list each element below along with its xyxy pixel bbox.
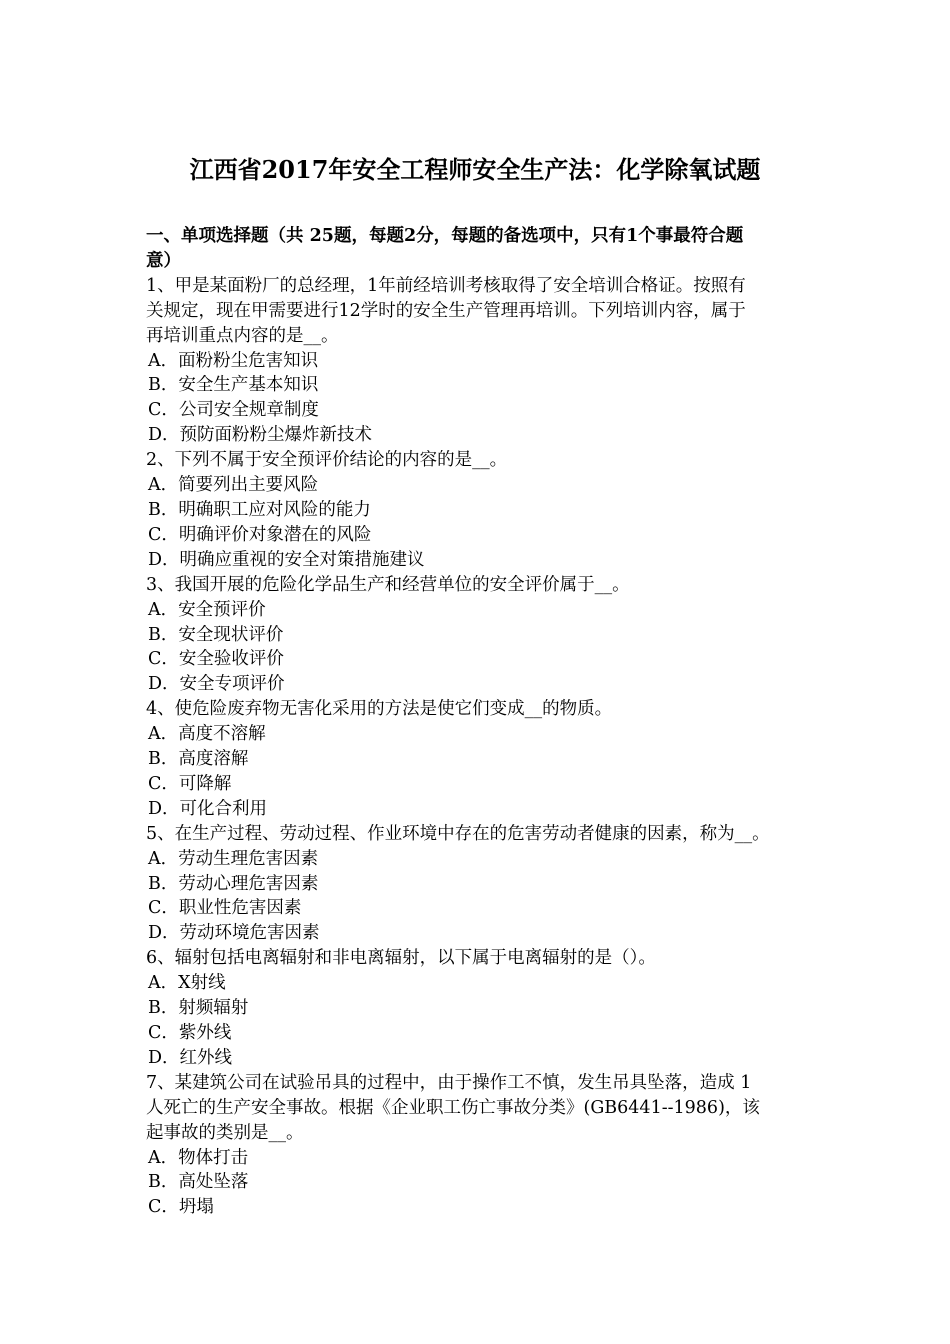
question-4 bbox=[146, 697, 818, 822]
option-d: D．可化合利用 bbox=[148, 798, 268, 819]
option-a: A．劳动生理危害因素 bbox=[148, 848, 319, 869]
section-heading-line: 一、单项选择题（共 25题，每题2分，每题的备选项中，只有1个事最符合题 bbox=[146, 226, 744, 246]
option-b: B．高度溶解 bbox=[148, 749, 249, 770]
option-a: A．X射线 bbox=[148, 973, 226, 994]
option-d: D．明确应重视的安全对策措施建议 bbox=[148, 549, 425, 570]
option-b: B．安全现状评价 bbox=[148, 624, 284, 645]
option-a: A．物体打击 bbox=[148, 1147, 249, 1168]
option-c: C．坍塌 bbox=[148, 1197, 214, 1218]
option-d: D．红外线 bbox=[148, 1047, 233, 1068]
option-a: A．面粉粉尘危害知识 bbox=[148, 350, 319, 371]
section-heading bbox=[146, 224, 818, 274]
document-title: 江西省2017年安全工程师安全生产法：化学除氧试题 bbox=[189, 155, 761, 184]
option-c: C．明确评价对象潜在的风险 bbox=[148, 524, 372, 545]
question-text: 5、在生产过程、劳动过程、作业环境中存在的危害劳动者健康的因素，称为__。 bbox=[146, 823, 770, 844]
option-a: A．简要列出主要风险 bbox=[148, 475, 319, 496]
option-d: D．劳动环境危害因素 bbox=[148, 923, 320, 944]
question-text: 2、下列不属于安全预评价结论的内容的是__。 bbox=[146, 450, 508, 471]
question-text: 7、某建筑公司在试验吊具的过程中，由于操作工不慎，发生吊具坠落，造成 1 bbox=[146, 1072, 752, 1093]
question-7 bbox=[146, 1071, 818, 1220]
option-b: B．射频辐射 bbox=[148, 998, 249, 1019]
question-text: 4、使危险废弃物无害化采用的方法是使它们变成__的物质。 bbox=[146, 699, 613, 720]
question-1 bbox=[146, 274, 818, 448]
question-text: 1、甲是某面粉厂的总经理，1年前经培训考核取得了安全培训合格证。按照有 bbox=[146, 275, 746, 296]
option-c: C．公司安全规章制度 bbox=[148, 400, 319, 421]
option-c: C．紫外线 bbox=[148, 1023, 232, 1043]
option-b: B．劳动心理危害因素 bbox=[148, 873, 319, 894]
question-text: 起事故的类别是__。 bbox=[146, 1122, 304, 1143]
question-2 bbox=[146, 448, 818, 573]
question-text: 3、我国开展的危险化学品生产和经营单位的安全评价属于__。 bbox=[146, 574, 630, 595]
option-b: B．安全生产基本知识 bbox=[148, 375, 319, 396]
document-body bbox=[146, 224, 818, 1220]
option-c: C．职业性危害因素 bbox=[148, 898, 302, 919]
section-heading-line: 意） bbox=[146, 250, 181, 271]
option-b: B．高处坠落 bbox=[148, 1172, 249, 1193]
option-a: A．安全预评价 bbox=[148, 599, 266, 620]
option-d: D．预防面粉粉尘爆炸新技术 bbox=[148, 425, 373, 446]
question-3 bbox=[146, 573, 818, 698]
question-text: 再培训重点内容的是__。 bbox=[146, 325, 339, 346]
option-c: C．安全验收评价 bbox=[148, 649, 284, 670]
question-text: 关规定，现在甲需要进行12学时的安全生产管理再培训。下列培训内容，属于 bbox=[146, 300, 746, 321]
question-6 bbox=[146, 946, 818, 1071]
option-d: D．安全专项评价 bbox=[148, 674, 285, 695]
question-text: 人死亡的生产安全事故。根据《企业职工伤亡事故分类》(GB6441--1986)，该 bbox=[146, 1097, 760, 1118]
question-text: 6、辐射包括电离辐射和非电离辐射，以下属于电离辐射的是（）。 bbox=[146, 948, 656, 969]
option-b: B．明确职工应对风险的能力 bbox=[148, 499, 371, 520]
option-c: C．可降解 bbox=[148, 773, 232, 794]
option-a: A．高度不溶解 bbox=[148, 724, 266, 745]
question-5 bbox=[146, 822, 818, 947]
